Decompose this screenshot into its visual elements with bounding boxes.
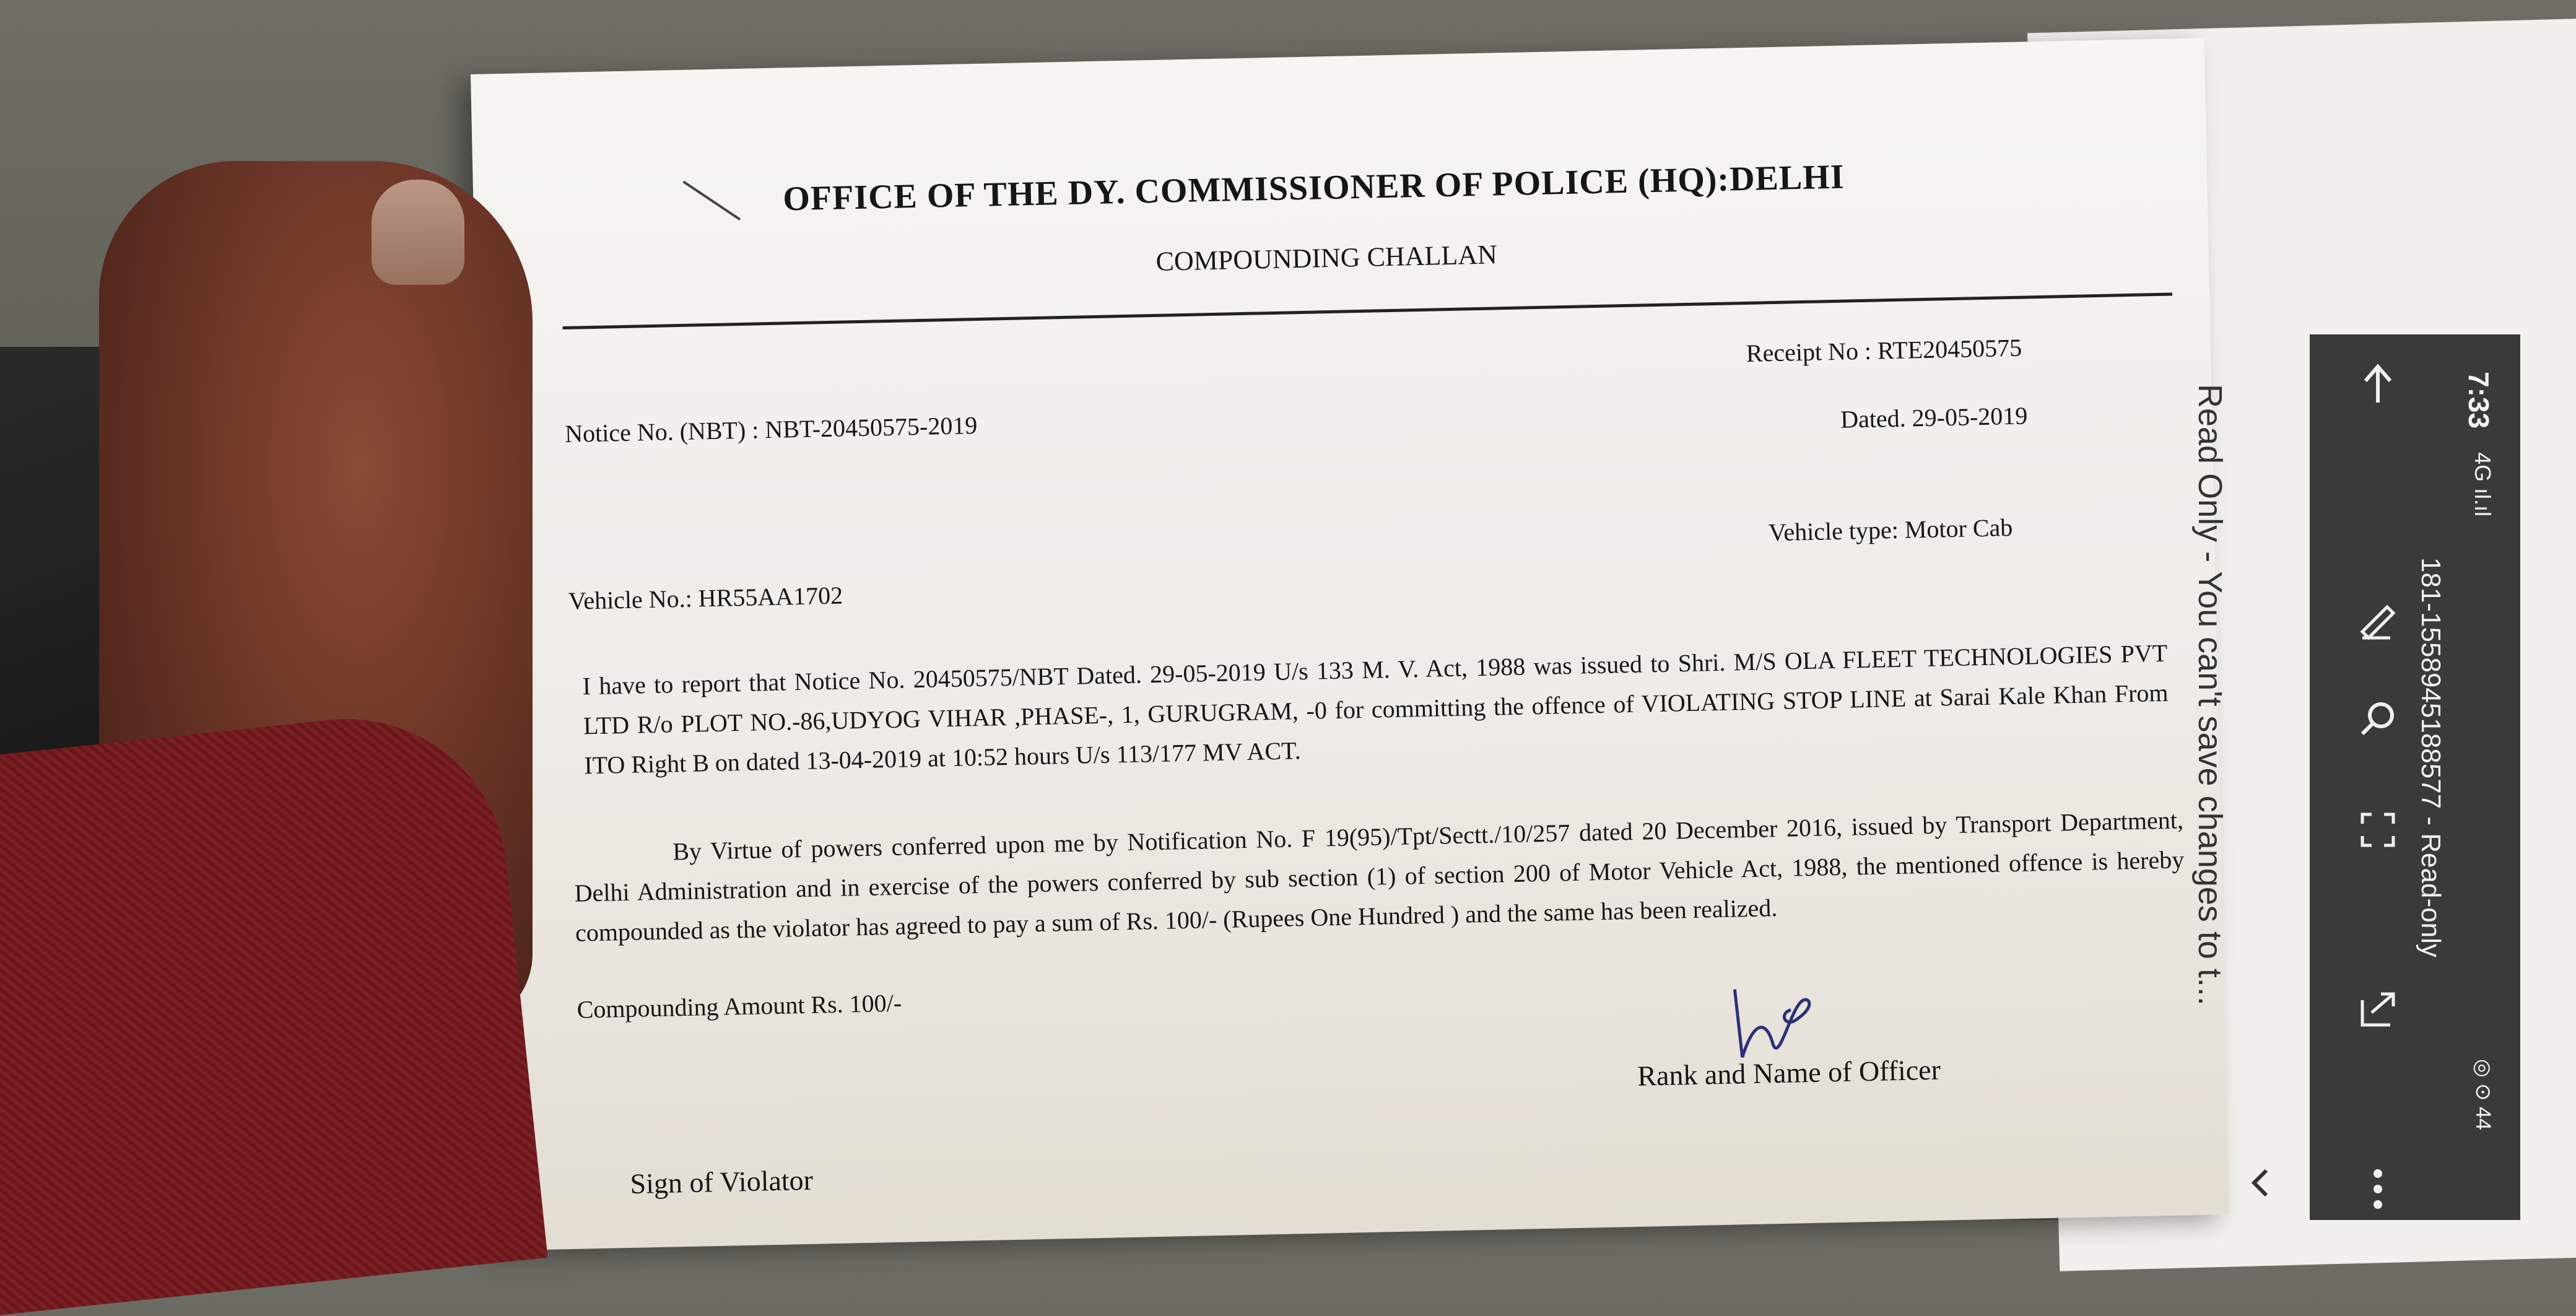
status-time: 7:33 (2463, 372, 2495, 429)
challan-document (471, 38, 2229, 1250)
fullscreen-icon[interactable] (2353, 805, 2403, 855)
report-paragraph: I have to report that Notice No. 20450575/NBT Dated. 29-05-2019 U/s 133 M. V. Act, 1988 was issued to Shri. M/S OLA FLEET TECHNOLOGIES PVT LTD R/o PLOT NO.-86,UDYOG VIHAR ,PHASE-, 1, GURUGRAM, -0 for committing the offence of VIOLATING STOP LINE at Sarai Kale Khan From ITO Right B on dated 13-04-2019 at 10:52 hours U/s 113/177 MV ACT. (582, 638, 2169, 780)
compounding-amount: Compounding Amount Rs. 100/- (577, 988, 902, 1024)
viewer-toolbar (2310, 334, 2520, 1220)
pen-mark (683, 181, 741, 221)
status-icons: ◎ ⊙ 44 (2471, 1059, 2495, 1130)
back-arrow-icon[interactable] (2353, 359, 2403, 409)
violator-label: Sign of Violator (630, 1164, 814, 1200)
officer-label: Rank and Name of Officer (1637, 1053, 1941, 1092)
expand-icon[interactable] (2242, 1164, 2279, 1210)
share-icon[interactable] (2353, 985, 2403, 1034)
edit-pen-icon[interactable] (2353, 595, 2403, 644)
more-icon[interactable] (2353, 1164, 2403, 1214)
vehicle-number: Vehicle No.: HR55AA1702 (568, 581, 843, 615)
compounding-paragraph-text: By Virtue of powers conferred upon me by Notification No. F 19(95)/Tpt/Sectt./10/257 dated 20 December 2016, issued by Transport Department, Delhi Administration and in exercise of the powers conferred by sub section (1) of section 200 of Motor Vehicle Act, 1988, the mentioned offence is hereby compounded as the violator has agreed to pay a sum of Rs. 100/- (Rupees One Hundred ) and the same has been realized. (574, 806, 2185, 947)
search-icon[interactable] (2353, 694, 2403, 743)
document-title: OFFICE OF THE DY. COMMISSIONER OF POLICE (HQ):DELHI (782, 157, 1845, 219)
document-subtitle: COMPOUNDING CHALLAN (1155, 239, 1498, 277)
header-rule (563, 293, 2173, 329)
red-sleeve (0, 703, 548, 1315)
document-date: Dated. 29-05-2019 (1840, 401, 2028, 434)
read-only-banner: Read Only - You can't save changes to t... (2191, 384, 2229, 1006)
signal-indicator: 4G ıl.ıl (2470, 452, 2496, 517)
receipt-number: Receipt No : RTE20450575 (1746, 333, 2022, 367)
thumb-nail (372, 180, 464, 285)
file-title: 181-1558945188577 - Read-only (2416, 557, 2446, 957)
compounding-paragraph (573, 800, 2185, 952)
notice-number: Notice No. (NBT) : NBT-20450575-2019 (564, 411, 978, 448)
vehicle-type: Vehicle type: Motor Cab (1768, 513, 2013, 547)
